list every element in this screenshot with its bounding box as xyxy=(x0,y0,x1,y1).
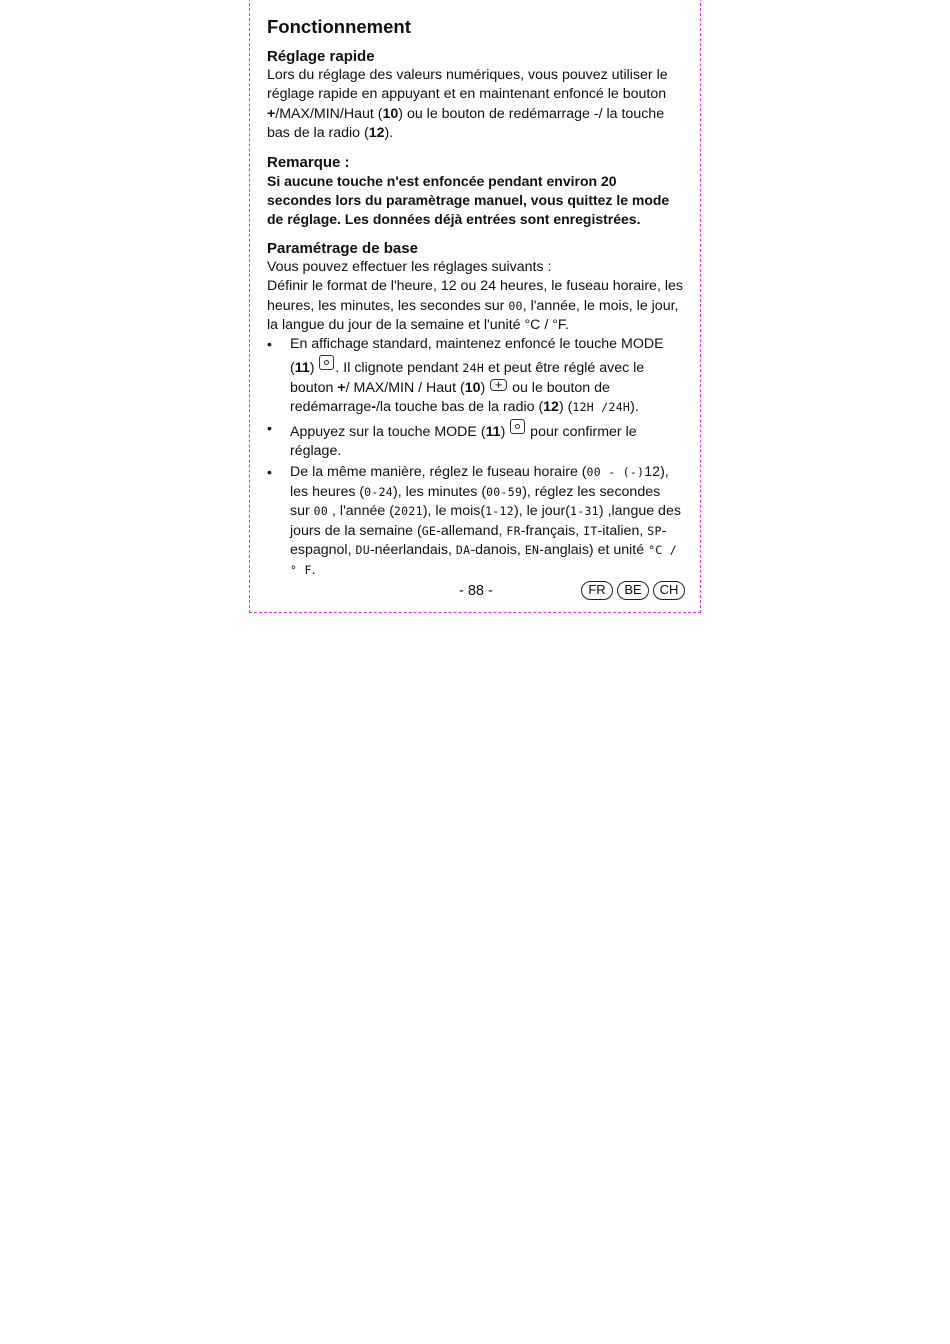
text-fragment: -néerlandais, xyxy=(369,542,456,559)
text-fragment: ) ( xyxy=(558,399,573,416)
lcd-value: 12H /24H xyxy=(572,400,631,415)
text-fragment: /la touche bas de la radio ( xyxy=(375,399,544,416)
text-fragment: ), les minutes ( xyxy=(393,483,487,500)
lcd-value: DA xyxy=(455,543,471,558)
basic-setting-section xyxy=(267,239,683,581)
section-title: Fonctionnement xyxy=(267,16,411,37)
lcd-value: 00 - (-) xyxy=(586,465,645,480)
ref-number: 11 xyxy=(485,423,501,440)
text-fragment: ). xyxy=(630,399,639,416)
text-fragment: -anglais) et unité xyxy=(539,542,649,559)
country-badge-fr: FR xyxy=(581,581,613,600)
lcd-value: 00 xyxy=(313,504,329,519)
text-fragment: Appuyez sur la touche MODE ( xyxy=(290,423,486,440)
lcd-value: 2021 xyxy=(393,504,423,519)
text-fragment: -italien, xyxy=(597,522,648,539)
text-fragment: ) xyxy=(309,360,319,377)
lcd-value: 0-24 xyxy=(364,484,394,499)
text-fragment: ) ,langue des jours de la semaine ( xyxy=(290,503,681,539)
country-badge-ch: CH xyxy=(653,581,685,600)
country-badge-be: BE xyxy=(617,581,649,600)
lcd-value: SP xyxy=(647,523,662,538)
list-item xyxy=(267,335,683,417)
text-fragment: Lors du réglage des valeurs numériques, vous pouvez utiliser le réglage rapide en appuyant et en maintenant enfoncé le bouton xyxy=(267,67,668,103)
mode-button-icon xyxy=(510,419,525,434)
note-text: Si aucune touche n'est enfoncée pendant environ 20 secondes lors du paramètrage manuel, vous quittez le mode de réglage. Les données déjà entrées sont enregistrées. xyxy=(267,172,670,228)
text-fragment: , l'année ( xyxy=(328,503,394,520)
text-fragment: ) xyxy=(480,379,490,396)
lcd-value: FR xyxy=(506,523,521,538)
text-fragment: -danois, xyxy=(470,542,525,559)
manual-page xyxy=(249,0,701,613)
ref-number: 12 xyxy=(543,399,559,416)
ref-number: 10 xyxy=(382,105,399,122)
text-fragment: En affichage standard, maintenez enfoncé le touche MODE ( xyxy=(290,336,664,377)
basic-setting-intro: Vous pouvez effectuer les réglages suivants : xyxy=(267,258,552,275)
lcd-value: GE xyxy=(421,523,437,538)
lcd-value: 00 xyxy=(508,298,523,313)
text-fragment: ), le jour( xyxy=(514,503,570,520)
text-fragment: pour confirmer le réglage. xyxy=(290,423,637,460)
text-fragment: . xyxy=(311,562,316,578)
text-fragment: De la même manière, réglez le fuseau horaire ( xyxy=(290,464,587,481)
page-content xyxy=(267,0,683,581)
text-fragment: et peut être réglé avec le bouton xyxy=(290,360,645,396)
lcd-value: °C /° F xyxy=(290,543,677,577)
note-section xyxy=(267,153,683,230)
page-footer xyxy=(250,581,700,601)
lcd-value: 24H xyxy=(462,361,485,376)
lcd-value: DU xyxy=(355,543,370,558)
text-fragment: -allemand, xyxy=(436,522,507,539)
text-fragment: . Il clignote pendant xyxy=(335,360,463,377)
list-item xyxy=(267,419,683,462)
text-fragment: ). xyxy=(384,125,394,142)
text-fragment: -espagnol, xyxy=(290,522,667,559)
text-fragment: ou le bouton de redémarrage xyxy=(290,379,610,416)
text-fragment: /MAX/MIN/Haut ( xyxy=(275,105,383,122)
text-fragment: ), réglez les secondes sur xyxy=(290,483,661,520)
plus-symbol: + xyxy=(267,105,276,122)
country-badges xyxy=(581,581,685,600)
basic-setting-heading: Paramétrage de base xyxy=(267,239,418,257)
list-item xyxy=(267,463,683,581)
ref-number: 10 xyxy=(464,379,481,396)
text-fragment: Définir le format de l'heure, 12 ou 24 heures, le fuseau horaire, les heures, les minutes, les secondes sur xyxy=(267,278,683,314)
quick-setting-text xyxy=(267,66,683,144)
text-fragment: 12), les heures ( xyxy=(290,464,669,500)
quick-setting-section xyxy=(267,47,683,144)
text-fragment: , l'année, le mois, le jour, la langue du jour de la semaine et l'unité °C / °F. xyxy=(267,297,679,334)
lcd-value: 1-12 xyxy=(485,504,515,519)
ref-number: 11 xyxy=(294,360,310,377)
lcd-value: EN xyxy=(524,543,540,558)
basic-setting-text xyxy=(267,277,683,335)
lcd-value: 00-59 xyxy=(486,484,523,499)
minus-symbol: - xyxy=(371,399,376,416)
plus-symbol: + xyxy=(337,379,346,396)
quick-setting-heading: Réglage rapide xyxy=(267,48,375,65)
instruction-list xyxy=(267,335,683,580)
text-fragment: ) ou le bouton de redémarrage -/ la touche bas de la radio ( xyxy=(267,105,665,142)
text-fragment: ) xyxy=(500,423,510,440)
text-fragment: ), le mois( xyxy=(422,503,486,520)
lcd-value: IT xyxy=(583,523,598,538)
mode-button-icon xyxy=(319,355,334,370)
note-heading: Remarque : xyxy=(267,153,350,171)
text-fragment: / MAX/MIN / Haut ( xyxy=(345,379,465,396)
lcd-value: 1-31 xyxy=(570,504,599,519)
ref-number: 12 xyxy=(368,125,385,142)
text-fragment: -français, xyxy=(520,522,584,539)
plus-button-icon xyxy=(490,379,507,391)
page-number: - 88 - xyxy=(459,583,493,599)
